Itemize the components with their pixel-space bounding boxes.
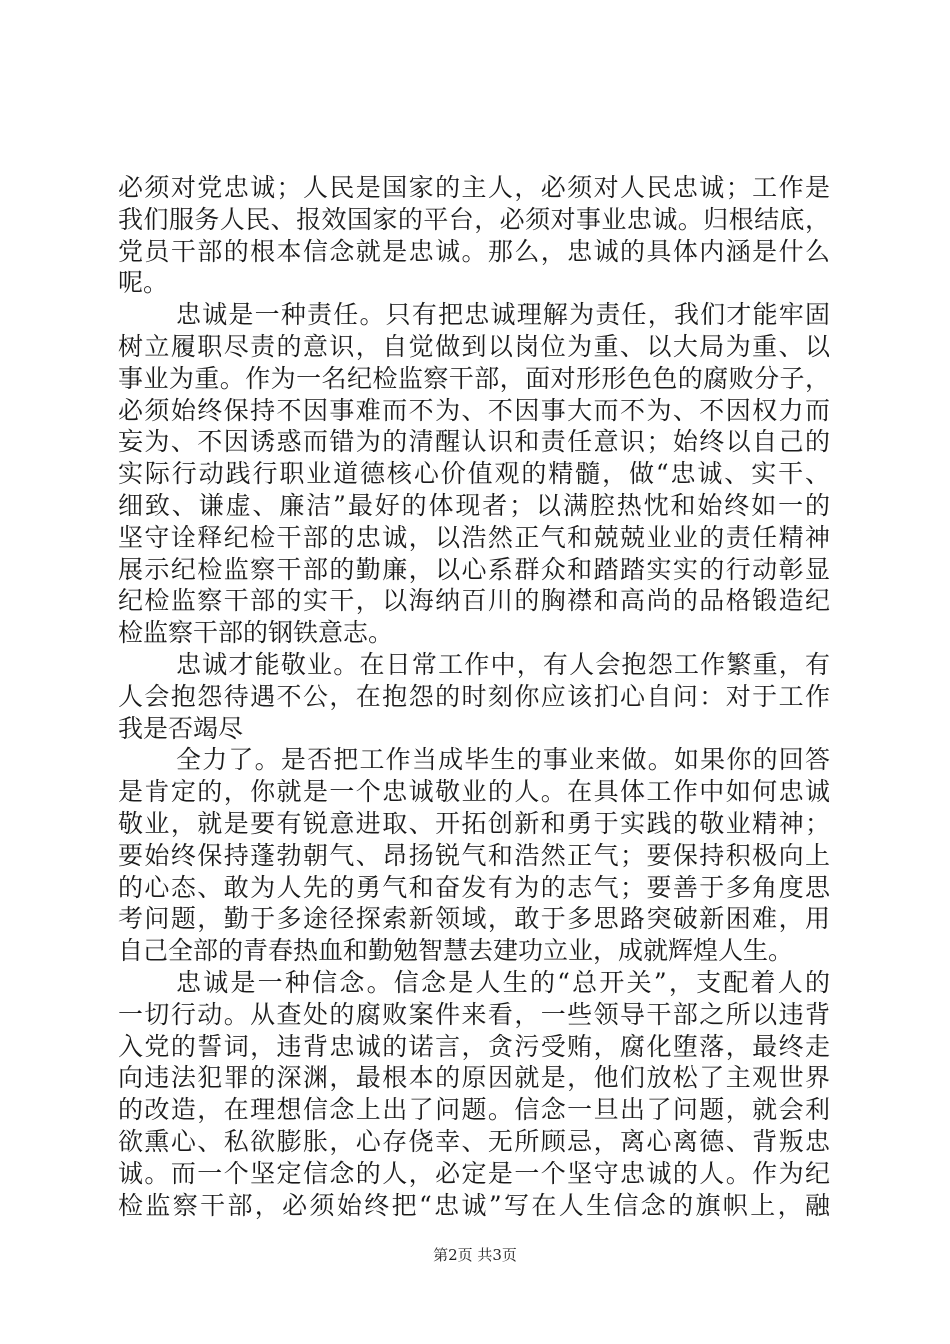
page-footer: 第2页 共3页 <box>433 1246 517 1264</box>
text-line: 的心态、敢为人先的勇气和奋发有为的志气；要善于多角度思 <box>118 872 830 902</box>
text-line: 我是否竭尽 <box>118 713 244 743</box>
text-line: 向违法犯罪的深渊，最根本的原因就是，他们放松了主观世界 <box>118 1063 830 1093</box>
text-line: 忠诚才能敬业。在日常工作中，有人会抱怨工作繁重，有 <box>176 649 830 679</box>
text-line: 妄为、不因诱惑而错为的清醒认识和责任意识；始终以自己的 <box>118 427 830 457</box>
text-line: 忠诚是一种责任。只有把忠诚理解为责任，我们才能牢固 <box>176 300 830 330</box>
text-line: 呢。 <box>118 268 169 298</box>
text-line: 人会抱怨待遇不公，在抱怨的时刻你应该扪心自问：对于工作 <box>118 681 830 711</box>
text-line: 的改造，在理想信念上出了问题。信念一旦出了问题，就会利 <box>118 1095 830 1125</box>
text-line: 树立履职尽责的意识，自觉做到以岗位为重、以大局为重、以 <box>118 331 830 361</box>
paragraph <box>118 299 830 649</box>
text-line: 诚。而一个坚定信念的人，必定是一个坚守忠诚的人。作为纪 <box>118 1158 830 1188</box>
text-line: 一切行动。从查处的腐败案件来看，一些领导干部之所以违背 <box>118 999 830 1029</box>
text-line: 忠诚是一种信念。信念是人生的“总开关”，支配着人的 <box>176 967 830 997</box>
text-line: 纪检监察干部的实干，以海纳百川的胸襟和高尚的品格锻造纪 <box>118 586 830 616</box>
paragraph <box>118 967 830 1221</box>
text-line: 敬业，就是要有锐意进取、开拓创新和勇于实践的敬业精神； <box>118 808 830 838</box>
text-line: 考问题，勤于多途径探索新领域，敢于多思路突破新困难，用 <box>118 904 830 934</box>
text-line: 入党的誓词，违背忠诚的诺言，贪污受贿，腐化堕落，最终走 <box>118 1031 830 1061</box>
text-line: 要始终保持蓬勃朝气、昂扬锐气和浩然正气；要保持积极向上 <box>118 840 830 870</box>
text-line: 全力了。是否把工作当成毕生的事业来做。如果你的回答 <box>176 745 830 775</box>
text-line: 我们服务人民、报效国家的平台，必须对事业忠诚。归根结底， <box>118 204 830 234</box>
text-line: 必须对党忠诚；人民是国家的主人，必须对人民忠诚；工作是 <box>118 173 830 202</box>
text-line: 党员干部的根本信念就是忠诚。那么，忠诚的具体内涵是什么 <box>118 236 830 266</box>
paragraph <box>118 172 830 299</box>
text-line: 是肯定的，你就是一个忠诚敬业的人。在具体工作中如何忠诚 <box>118 777 830 807</box>
text-line: 事业为重。作为一名纪检监察干部，面对形形色色的腐败分子， <box>118 363 830 393</box>
text-line: 自己全部的青春热血和勤勉智慧去建功立业，成就辉煌人生。 <box>118 936 794 966</box>
document-body <box>118 172 830 1221</box>
paragraph <box>118 649 830 744</box>
text-line: 欲熏心、私欲膨胀，心存侥幸、无所顾忌，离心离德、背叛忠 <box>118 1126 830 1156</box>
text-line: 细致、谦虚、廉洁”最好的体现者；以满腔热忱和始终如一的 <box>118 490 830 520</box>
text-line: 必须始终保持不因事难而不为、不因事大而不为、不因权力而 <box>118 395 830 425</box>
text-line: 检监察干部，必须始终把“忠诚”写在人生信念的旗帜上，融 <box>118 1190 830 1220</box>
text-line: 坚守诠释纪检干部的忠诚，以浩然正气和兢兢业业的责任精神 <box>118 522 830 552</box>
text-line: 实际行动践行职业道德核心价值观的精髓，做“忠诚、实干、 <box>118 459 830 489</box>
paragraph <box>118 744 830 967</box>
text-line: 检监察干部的钢铁意志。 <box>118 618 394 648</box>
text-line: 展示纪检监察干部的勤廉，以心系群众和踏踏实实的行动彰显 <box>118 554 830 584</box>
